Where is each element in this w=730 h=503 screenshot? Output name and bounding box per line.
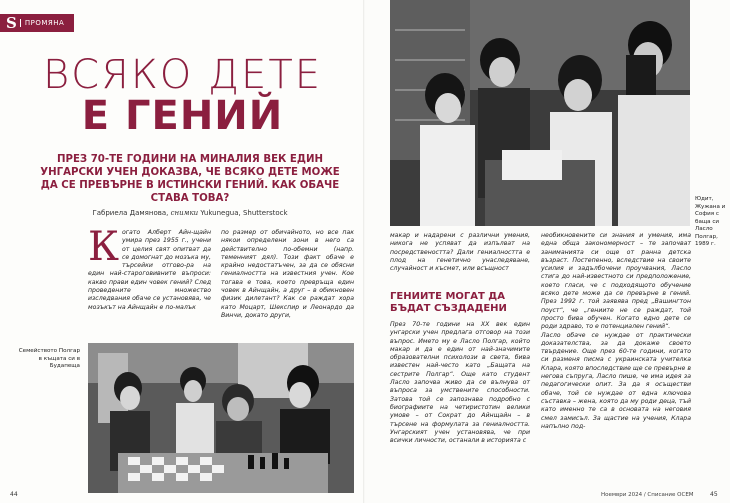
- right-page-number: 45: [710, 491, 718, 498]
- right-footer: Ноември 2024 / Списание ОСЕМ: [601, 492, 694, 498]
- right-column-1-bottom: През 70-те години на XX век един унгарски учен предлага отговор на този въпрос. Името му е Ласло Полгар, който макар и да е един от най-значимите образователни психолози в света, бива известен най-често като „Бащата на сестрите Полгар“. Още като студент Ласло започва живо да се вълнува от въпроса за умствените способности. Затова той се запознава подробно с биографиите на четиристотин велики умове – от Сократ до Айнщайн – в търсене на формулата за гениалността. Унгарският учен установява, че при всички личности, останали в историята с: [390, 321, 530, 445]
- section-label: ПРОМЯНА: [20, 19, 74, 27]
- section-logo: S: [6, 14, 17, 32]
- left-page-number: 44: [10, 491, 18, 498]
- byline: [30, 209, 350, 217]
- right-page: [365, 0, 730, 503]
- title-line-1: ВСЯКО ДЕТЕ: [42, 52, 323, 98]
- right-column-2: необикновените си знания и умения, има една обща закономерност – те започват заниманията си още от ранна детска възраст. Постепенно, вследствие на своите усилия и задълбочени проучвания, Ласло стига до най-известното си предположение, което гласи, че с подходящото обучение всяко дете може да се превърне в гений. През 1992 г. той заявява пред „Вашингтон поуст“, че „гениите не се раждат, той просто бива обучен. Когато едно дете се роди здраво, то е потенциален гений“. Ласло обаче се нуждае от практически доказателства, за да докаже своето твърдение. Още през 60-те години, когато си разменя писма с украинската учителка Клара, която впоследствие ще се превърне в негова съпруга, Ласло пише, че има идея за педагогически опит. За да я осъществи обаче, той се нуждае от една ключова съставка – жена, която да му роди деца, тъй като именно те са в основата на неговия смел замисъл. За щастие на учения, Клара напълно под-: [541, 232, 691, 430]
- subheading: ГЕНИИТЕ МОГАТ ДА БЪДАТ СЪЗДАДЕНИ: [390, 291, 507, 314]
- section-tag: [0, 14, 74, 32]
- title-line-2: Е ГЕНИЙ: [81, 93, 284, 139]
- left-column-1: [88, 224, 211, 339]
- byline-credit: Yukunegua, Shutterstock: [200, 209, 288, 217]
- polgar-sisters-photo: [390, 0, 690, 226]
- right-column-1-top: макар и надарени с различни умения, никога не успяват да изпълват на посредствеността? Дали гениалността е плод на генетично унаследяване, случайност и късмет, или всъщност: [390, 232, 530, 273]
- byline-credit-word: снимки: [170, 209, 199, 217]
- left-column-1-text: огато Алберт Айн-щайн умира през 1955 г., учени от целия свят опитват да се домогнат до мозъка му, търсейки отгово-ра на един най-староговивните въпроси: какво прави един човек гений? След проведените множество изследвания обаче се установява, че мозъкът на Айнщайн е по-малък: [88, 229, 211, 311]
- left-photo-caption: Семейството Полгар в къщата си в Будапеща: [18, 348, 80, 369]
- left-column-2: по размер от обичайното, но все пак някои определени зони в него са действително по-обемни (напр. теменният дял). Този факт обаче е крайно недостатъчен, за да се обясни гениалността на известния учен. Кое тогава е това, което превръща един човек в Айнщайн, а друг – в обикновен физик дилетант? Как се раждат хора като Моцарт, Шекспир и Леонардо да Винчи, докато други,: [221, 229, 354, 319]
- byline-author: Габриела Дамянова,: [92, 209, 169, 217]
- lead-paragraph: ПРЕЗ 70-ТЕ ГОДИНИ НА МИНАЛИЯ ВЕК ЕДИН УНГАРСКИ УЧЕН ДОКАЗВА, ЧЕ ВСЯКО ДЕТЕ МОЖЕ ДА СЕ ПРЕВЪРНЕ В ИСТИНСКИ ГЕНИЙ. КАК ОБАЧЕ СТАВА ТОВА?: [40, 154, 340, 204]
- family-chess-photo: [88, 343, 354, 493]
- right-photo-caption: Юдит, Жужана и София с баща си Ласло Полгар, 1989 г.: [695, 196, 726, 247]
- drop-cap: К: [88, 224, 119, 270]
